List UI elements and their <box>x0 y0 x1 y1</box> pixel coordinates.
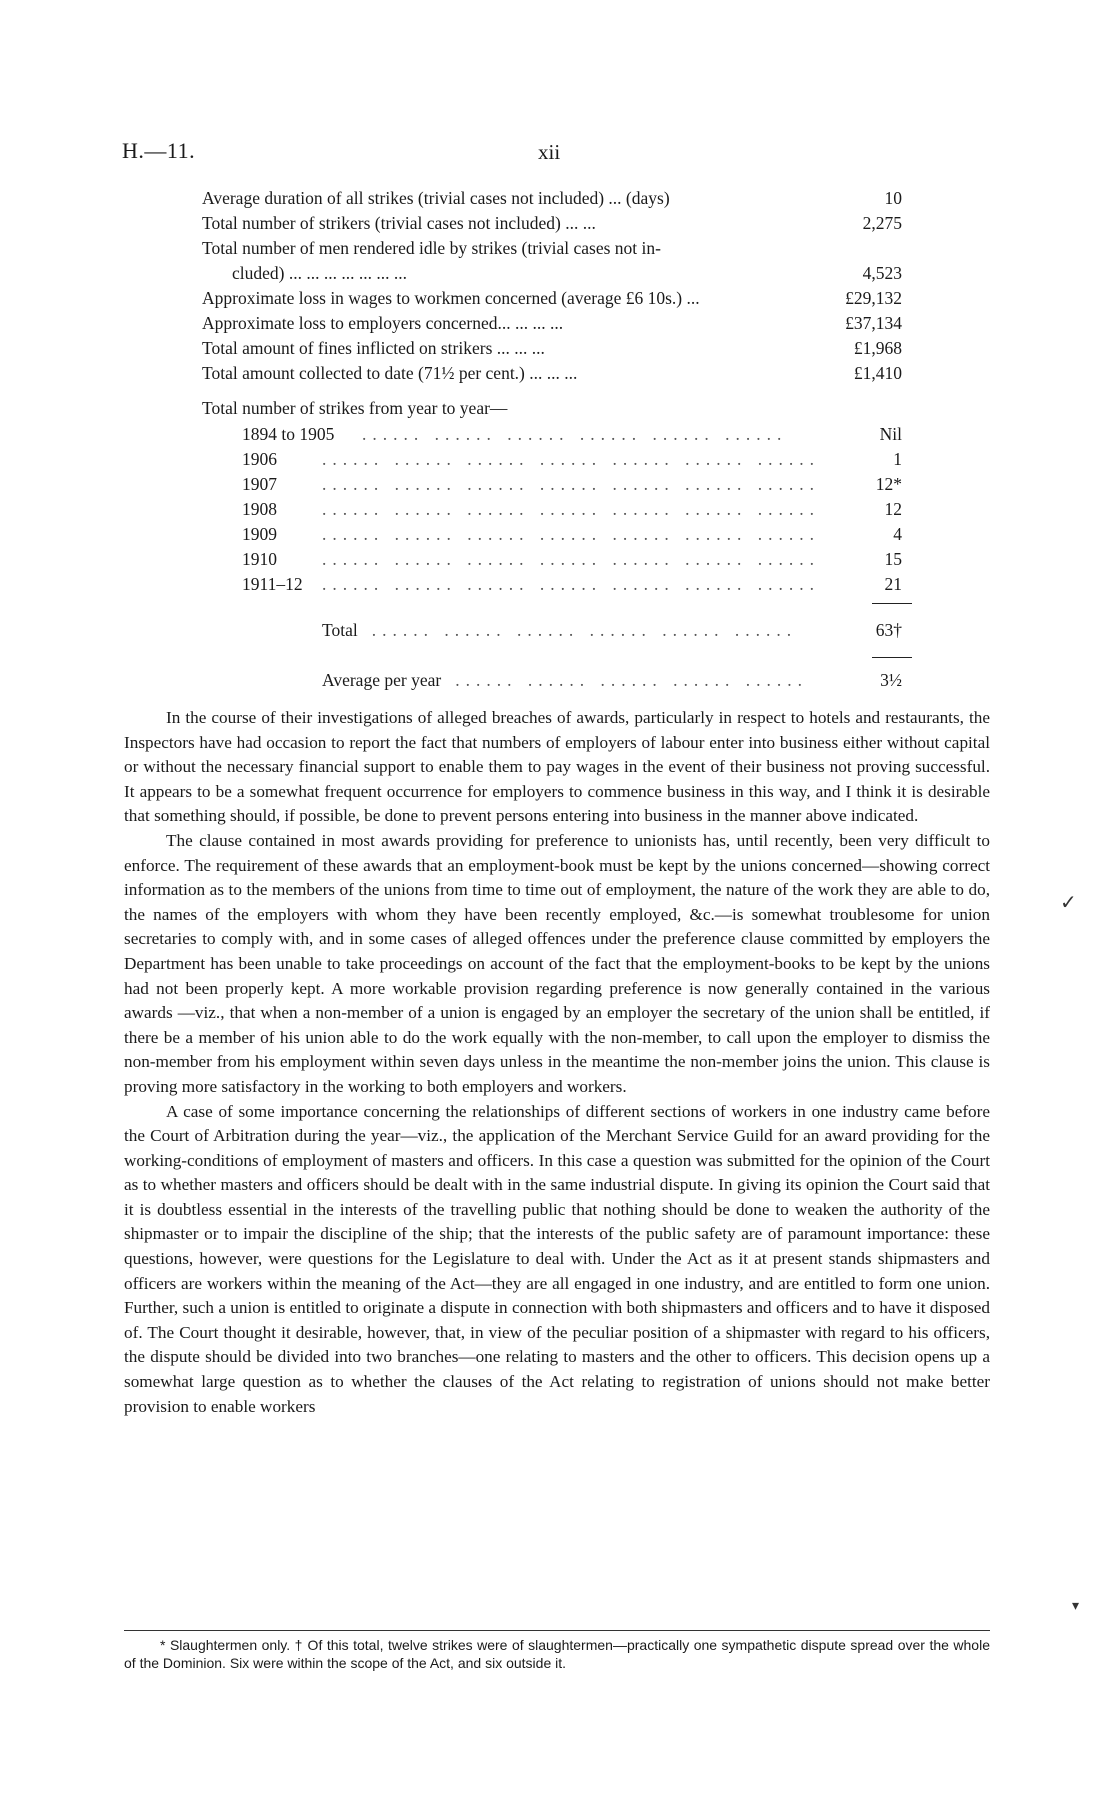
years-heading: Total number of strikes from year to year— <box>202 398 508 418</box>
year-row: 1909 ...... ...... ...... ...... ...... ...... ...... 4 <box>242 524 902 544</box>
year-row: 1907 ...... ...... ...... ...... ...... ...... ...... 12* <box>242 474 902 494</box>
year-row: 1911–12 ...... ...... ...... ...... ...... ...... ...... 21 <box>242 574 902 594</box>
footnote-text: * Slaughtermen only. † Of this total, twelve strikes were of slaughtermen—practically one sympathetic dispute spread over the whole of the Dominion. Six were within the scope of the Act, and six outside it. <box>124 1637 990 1671</box>
leader-dots: ...... ...... ...... ...... ...... ...... ...... <box>322 449 820 469</box>
leader-dots: ...... ...... ...... ...... ...... ...... <box>362 424 788 444</box>
leader-dots: ...... ...... ...... ...... ...... ...... ...... <box>322 474 820 494</box>
average-row <box>322 670 902 691</box>
total-row <box>322 620 902 641</box>
leader-dots: ...... ...... ...... ...... ...... ...... <box>371 620 798 640</box>
footnote-rule <box>124 1630 990 1631</box>
average-value: 3½ <box>880 670 902 690</box>
stat-row: Average duration of all strikes (trivial cases not included) ... (days) 10 <box>202 188 902 208</box>
stat-row: Total amount of fines inflicted on strikers ... ... ... £1,968 <box>202 338 902 358</box>
leader-dots: ...... ...... ...... ...... ...... ...... ...... <box>322 524 820 544</box>
leader-dots: ...... ...... ...... ...... ...... ...... ...... <box>322 499 820 519</box>
year-row: 1910 ...... ...... ...... ...... ...... ...... ...... 15 <box>242 549 902 569</box>
year-row: 1906 ...... ...... ...... ...... ...... ...... ...... 1 <box>242 449 902 469</box>
stat-row: cluded) ... ... ... ... ... ... ... 4,523 <box>232 263 902 283</box>
report-code: H.—11. <box>122 138 196 163</box>
body-text <box>124 706 990 1419</box>
stat-row: Total number of men rendered idle by strikes (trivial cases not in- <box>202 238 661 258</box>
total-value: 63† <box>875 620 902 640</box>
footnote <box>124 1636 990 1672</box>
leader-dots: ...... ...... ...... ...... ...... <box>455 670 808 690</box>
average-label: Average per year <box>322 670 442 690</box>
stat-row: Total amount collected to date (71½ per cent.) ... ... ... £1,410 <box>202 363 902 383</box>
leader-dots: ...... ...... ...... ...... ...... ...... ...... <box>322 574 820 594</box>
pencil-tick-mark: ✓ <box>1060 892 1077 914</box>
stat-row: Approximate loss in wages to workmen concerned (average £6 10s.) ... £29,132 <box>202 288 902 308</box>
sum-rule <box>872 603 912 604</box>
sum-rule <box>872 657 912 658</box>
strike-statistics <box>202 188 902 388</box>
leader-dots: ...... ...... ...... ...... ...... ...... ...... <box>322 549 820 569</box>
paragraph: The clause contained in most awards providing for preference to unionists has, until recently, been very difficult to enforce. The requirement of these awards that an employment-book must be kept by the unions concerned—showing correct information as to the members of the unions from time to time out of employment, the nature of the work they are able to do, the names of the employers with whom they have been recently employed, &c.—is somewhat troublesome for union secretaries to comply with, and in some cases of alleged offences under the preference clause committed by employers the Department has been unable to take proceedings on account of the fact that the employment-books to be kept by the unions had not been properly kept. A more workable provision regarding preference is now generally contained in the various awards —viz., that when a non-member of a union is engaged by an employer the secretary of the union shall be entitled, if there be a member of his union able to do the work equally with the non-member, to call upon the employer to dismiss the non-member from his employment within seven days unless in the meantime the non-member joins the union. This clause is proving more satisfactory in the working to both employers and workers. <box>124 830 990 1096</box>
year-row: 1908 ...... ...... ...... ...... ...... ...... ...... 12 <box>242 499 902 519</box>
page-number: xii <box>538 140 561 164</box>
strikes-by-year <box>242 424 902 599</box>
year-row: 1894 to 1905 ...... ...... ...... ...... ...... ...... Nil <box>242 424 902 444</box>
paragraph: In the course of their investigations of alleged breaches of awards, particularly in respect to hotels and restaurants, the Inspectors have had occasion to report the fact that numbers of employers of labour enter into business either without capital or without the necessary financial support to enable them to pay wages in the event of their business not proving successful. It appears to be a somewhat frequent occurrence for employers to commence business in this way, and I think it is desirable that something should, if possible, be done to prevent persons entering into business in the manner above indicated. <box>124 708 990 826</box>
paragraph: A case of some importance concerning the relationships of different sections of workers in one industry came before the Court of Arbitration during the year—viz., the application of the Merchant Service Guild for an award providing for the working-conditions of employment of masters and officers. In this case a question was submitted for the opinion of the Court as to whether masters and officers should be dealt with in the same industrial dispute. In giving its opinion the Court said that it is doubtless essential in the interests of the travelling public that nothing should be done to weaken the authority of the shipmaster or to impair the discipline of the ship; that the interests of the public safety are of paramount importance: these questions, however, were questions for the Legislature to deal with. Under the Act as it at present stands shipmasters and officers are workers within the meaning of the Act—they are all engaged in one industry, and are entitled to form one union. Further, such a union is entitled to originate a dispute in connection with both shipmasters and officers and to have it disposed of. The Court thought it desirable, however, that, in view of the peculiar position of a shipmaster with regard to his officers, the dispute should be divided into two branches—one relating to masters and the other to officers. This decision opens up a somewhat large question as to whether the clauses of the Act relating to registration of unions should not make better provision to enable workers <box>124 1101 990 1416</box>
stat-row: Approximate loss to employers concerned... ... ... ... £37,134 <box>202 313 902 333</box>
stat-row: Total number of strikers (trivial cases not included) ... ... 2,275 <box>202 213 902 233</box>
margin-mark: ▾ <box>1072 1599 1080 1614</box>
total-label: Total <box>322 620 358 640</box>
